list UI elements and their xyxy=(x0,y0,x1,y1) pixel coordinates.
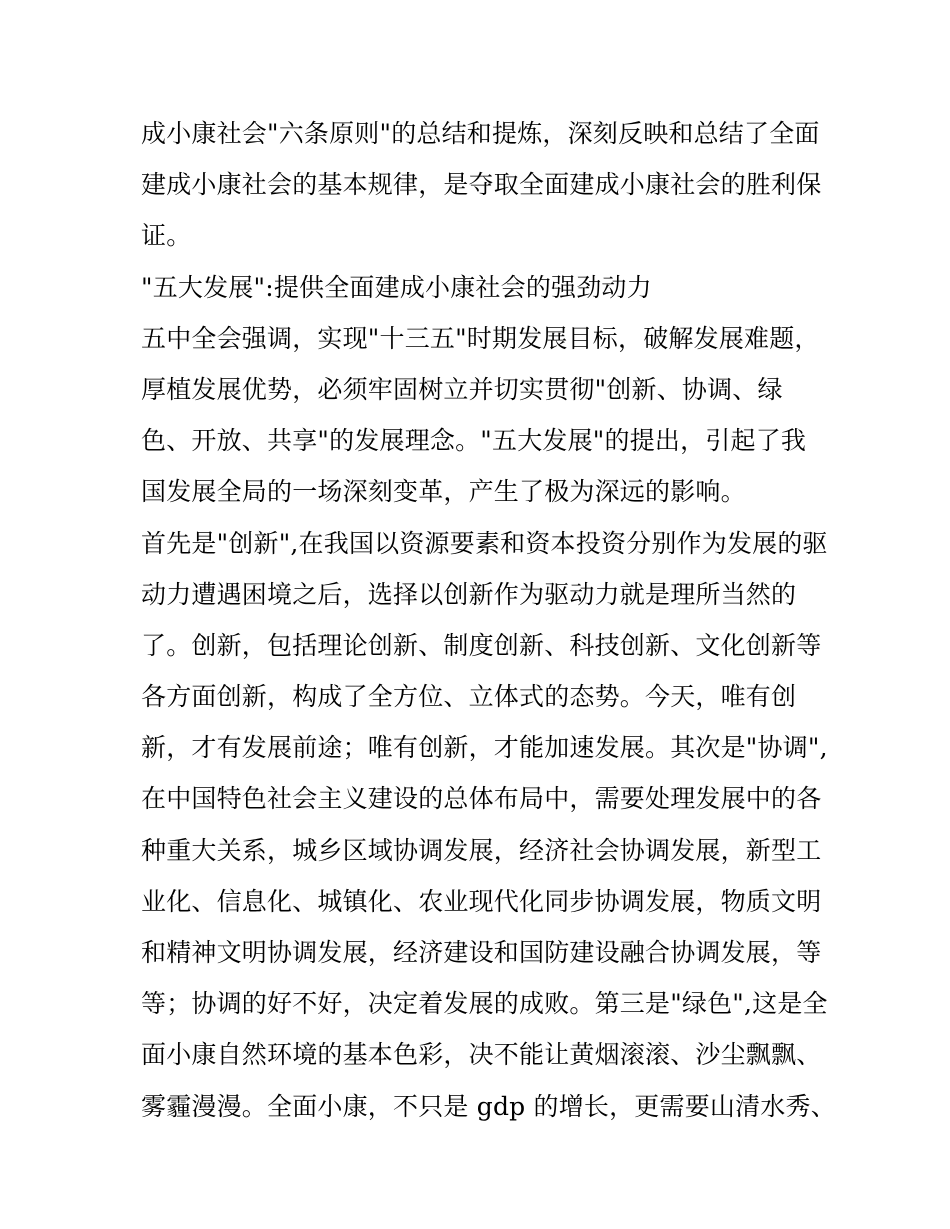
text-line: 了。创新，包括理论创新、制度创新、科技创新、文化创新等 xyxy=(141,630,822,660)
text-line: 厚植发展优势，必须牢固树立并切实贯彻"创新、协调、绿 xyxy=(141,374,783,404)
text-line: 种重大关系，城乡区域协调发展，经济社会协调发展，新型工 xyxy=(141,835,822,865)
text-line: 动力遭遇困境之后，选择以创新作为驱动力就是理所当然的 xyxy=(141,579,797,609)
body-text xyxy=(141,108,836,1132)
section-heading: "五大发展":提供全面建成小康社会的强劲动力 xyxy=(141,272,652,302)
text-line: 证。 xyxy=(141,221,192,251)
text-line: 和精神文明协调发展，经济建设和国防建设融合协调发展，等 xyxy=(141,938,822,967)
text-line: 各方面创新，构成了全方位、立体式的态势。今天，唯有创 xyxy=(141,682,797,712)
text-line: 国发展全局的一场深刻变革，产生了极为深远的影响。 xyxy=(141,477,746,507)
text-line: 面小康自然环境的基本色彩，决不能让黄烟滚滚、沙尘飘飘、 xyxy=(141,1040,822,1070)
text-line: 雾霾漫漫。全面小康，不只是 gdp 的增长，更需要山清水秀、 xyxy=(141,1091,836,1121)
text-line: 色、开放、共享"的发展理念。"五大发展"的提出，引起了我 xyxy=(141,426,807,456)
text-line: 成小康社会"六条原则"的总结和提炼，深刻反映和总结了全面 xyxy=(141,119,820,148)
text-line: 五中全会强调，实现"十三五"时期发展目标，破解发展难题， xyxy=(141,323,820,353)
text-line: 等；协调的好不好，决定着发展的成败。第三是"绿色",这是全 xyxy=(141,989,828,1019)
text-line: 新，才有发展前途；唯有创新，才能加速发展。其次是"协调", xyxy=(141,733,828,763)
text-line: 业化、信息化、城镇化、农业现代化同步协调发展，物质文明 xyxy=(141,886,822,916)
text-line: 首先是"创新",在我国以资源要素和资本投资分别作为发展的驱 xyxy=(141,528,828,558)
text-line: 在中国特色社会主义建设的总体布局中，需要处理发展中的各 xyxy=(141,784,822,814)
text-line: 建成小康社会的基本规律，是夺取全面建成小康社会的胜利保 xyxy=(141,170,822,200)
